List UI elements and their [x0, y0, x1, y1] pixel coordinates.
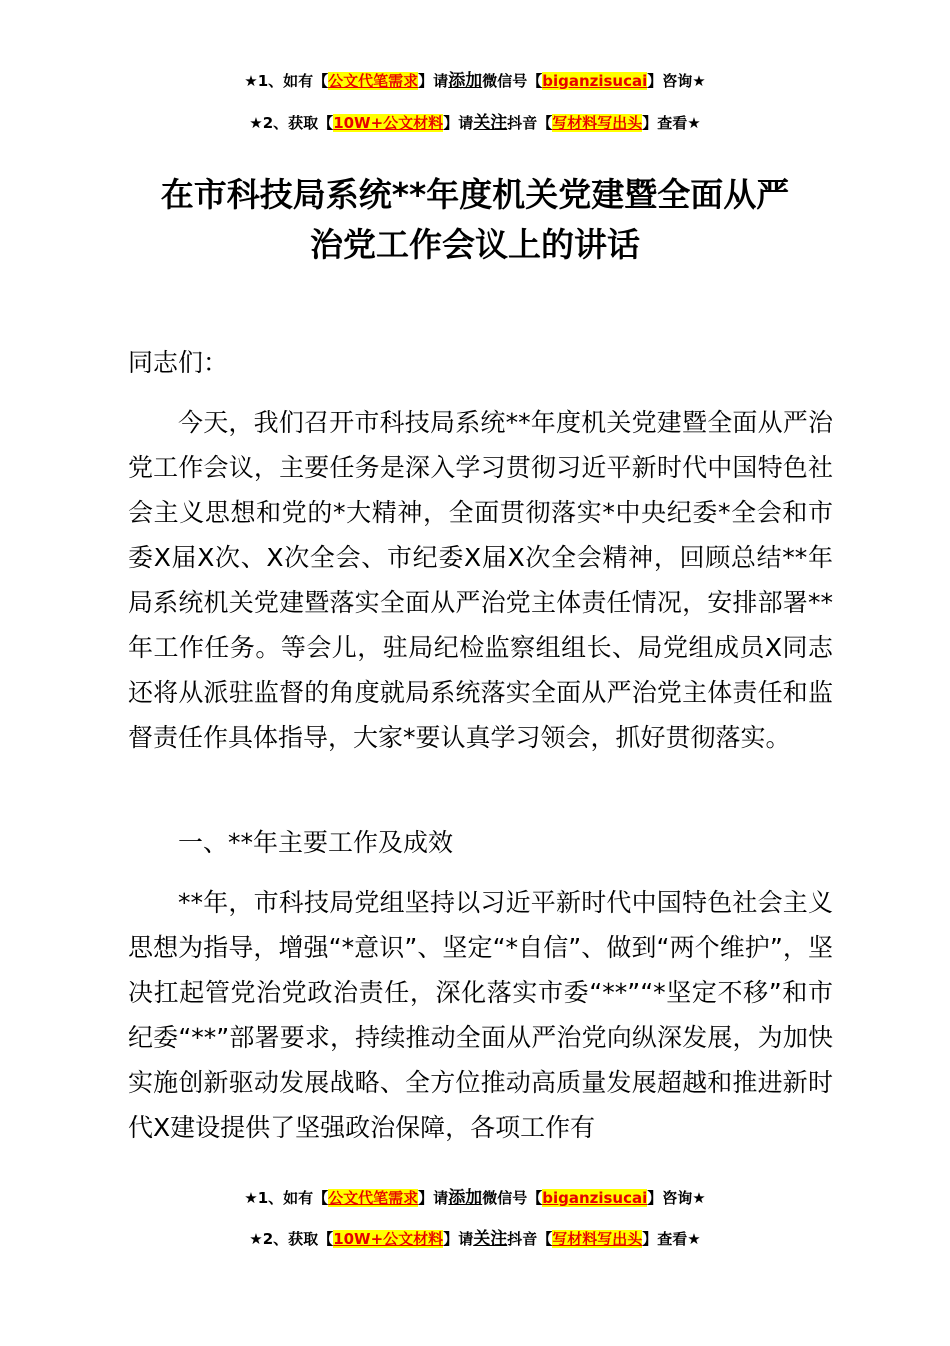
- heading-text: 一、**年主要工作及成效: [178, 828, 454, 857]
- banner-emphasis: 添加: [448, 1188, 483, 1208]
- banner-text: 】请: [443, 114, 474, 132]
- banner-highlight: 写材料写出头: [552, 114, 643, 132]
- title-line: 治党工作会议上的讲话: [310, 225, 640, 264]
- document-title: [120, 170, 830, 270]
- banner-text: 抖音【: [507, 1230, 553, 1248]
- banner-text: 】查看★: [642, 1230, 701, 1248]
- banner-highlight: biganzisucai: [542, 72, 648, 90]
- banner-text: 】请: [418, 1189, 449, 1207]
- banner-text: 】查看★: [642, 114, 701, 132]
- banner-highlight: 公文代笔需求: [328, 72, 419, 90]
- banner-highlight: biganzisucai: [542, 1189, 648, 1207]
- banner-highlight: 10W+公文材料: [333, 1230, 444, 1248]
- banner-highlight: 公文代笔需求: [328, 1189, 419, 1207]
- banner-text: 】咨询★: [647, 1189, 706, 1207]
- header-banner-line-2: [0, 112, 950, 134]
- section-heading: [128, 820, 833, 865]
- banner-emphasis: 关注: [473, 113, 508, 133]
- banner-text: 抖音【: [507, 114, 553, 132]
- body-paragraph: [128, 400, 833, 760]
- banner-text: 微信号【: [482, 1189, 543, 1207]
- banner-emphasis: 添加: [448, 71, 483, 91]
- banner-text: 微信号【: [482, 72, 543, 90]
- banner-text: ★2、获取【: [249, 114, 334, 132]
- banner-emphasis: 关注: [473, 1229, 508, 1249]
- title-line: 在市科技局系统**年度机关党建暨全面从严: [160, 175, 790, 214]
- paragraph-text: **年，市科技局党组坚持以习近平新时代中国特色社会主义思想为指导，增强“*意识”、坚定“*自信”、做到“两个维护”，坚决扛起管党治党政治责任，深化落实市委“**”“*坚定不移”和市纪委“**”部署要求，持续推动全面从严治党向纵深发展，为加快实施创新驱动发展战略、全方位推动高质量发展超越和推进新时代X建设提供了坚强政治保障，各项工作有: [128, 888, 833, 1142]
- banner-text: ★2、获取【: [249, 1230, 334, 1248]
- header-banner-line-1: [0, 70, 950, 92]
- banner-text: 】请: [443, 1230, 474, 1248]
- banner-highlight: 写材料写出头: [552, 1230, 643, 1248]
- footer-banner-line-2: [0, 1228, 950, 1250]
- banner-text: 】咨询★: [647, 72, 706, 90]
- banner-highlight: 10W+公文材料: [333, 114, 444, 132]
- paragraph-text: 今天，我们召开市科技局系统**年度机关党建暨全面从严治党工作会议，主要任务是深入学习贯彻习近平新时代中国特色社会主义思想和党的*大精神，全面贯彻落实*中央纪委*全会和市委X届X次、X次全会、市纪委X届X次全会精神，回顾总结**年局系统机关党建暨落实全面从严治党主体责任情况，安排部署**年工作任务。等会儿，驻局纪检监察组组长、局党组成员X同志还将从派驻监督的角度就局系统落实全面从严治党主体责任和监督责任作具体指导，大家*要认真学习领会，抓好贯彻落实。: [128, 408, 833, 752]
- banner-text: ★1、如有【: [244, 1189, 329, 1207]
- body-paragraph: [128, 880, 833, 1150]
- banner-text: ★1、如有【: [244, 72, 329, 90]
- salutation: 同志们：: [128, 348, 229, 377]
- banner-text: 】请: [418, 72, 449, 90]
- footer-banner-line-1: [0, 1187, 950, 1209]
